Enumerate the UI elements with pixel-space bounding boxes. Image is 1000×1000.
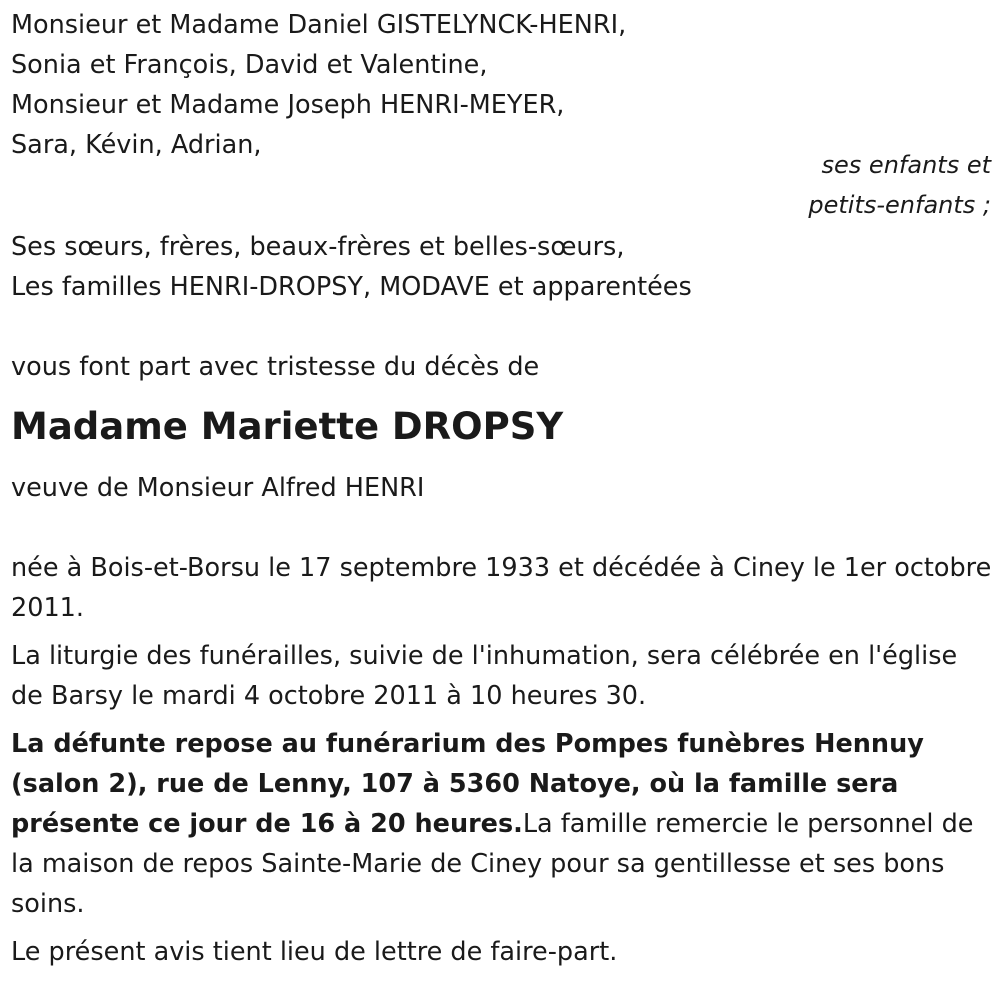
liturgy-paragraph: La liturgie des funérailles, suivie de l'inhumation, sera célébrée en l'église de Barsy le mardi 4 octobre 2011 à 10 heures 30. — [11, 641, 958, 711]
families-line: Les familles HENRI-DROPSY, MODAVE et apparentées — [11, 272, 692, 302]
death-notice — [11, 5, 993, 972]
closing-paragraph: Le présent avis tient lieu de lettre de faire-part. — [11, 937, 618, 967]
family-line-4: Sara, Kévin, Adrian, — [11, 130, 262, 160]
relation-line-2: petits-enfants ; — [808, 191, 991, 219]
birth-death-paragraph: née à Bois-et-Borsu le 17 septembre 1933 et décédée à Ciney le 1er octobre 2011. — [11, 553, 992, 623]
repose-paragraph — [11, 724, 993, 924]
repose-bold-text: La défunte repose au funérarium des Pompes funèbres Hennuy (salon 2), rue de Lenny, 107 à 5360 Natoye, où la famille sera présente ce jour de 16 à 20 heures. — [11, 729, 924, 839]
siblings-line: Ses sœurs, frères, beaux-frères et belles-sœurs, — [11, 232, 625, 262]
family-line-1: Monsieur et Madame Daniel GISTELYNCK-HENRI, — [11, 10, 627, 40]
deceased-name: Madame Mariette DROPSY — [11, 405, 564, 448]
family-line-2: Sonia et François, David et Valentine, — [11, 50, 488, 80]
relation-line-1: ses enfants et — [821, 151, 991, 179]
widow-line: veuve de Monsieur Alfred HENRI — [11, 473, 425, 503]
family-line-3: Monsieur et Madame Joseph HENRI-MEYER, — [11, 90, 565, 120]
announcement-line: vous font part avec tristesse du décès de — [11, 352, 540, 382]
thanks-text: La famille remercie le personnel de la maison de repos Sainte-Marie de Ciney pour sa gentillesse et ses bons soins. — [11, 809, 974, 919]
